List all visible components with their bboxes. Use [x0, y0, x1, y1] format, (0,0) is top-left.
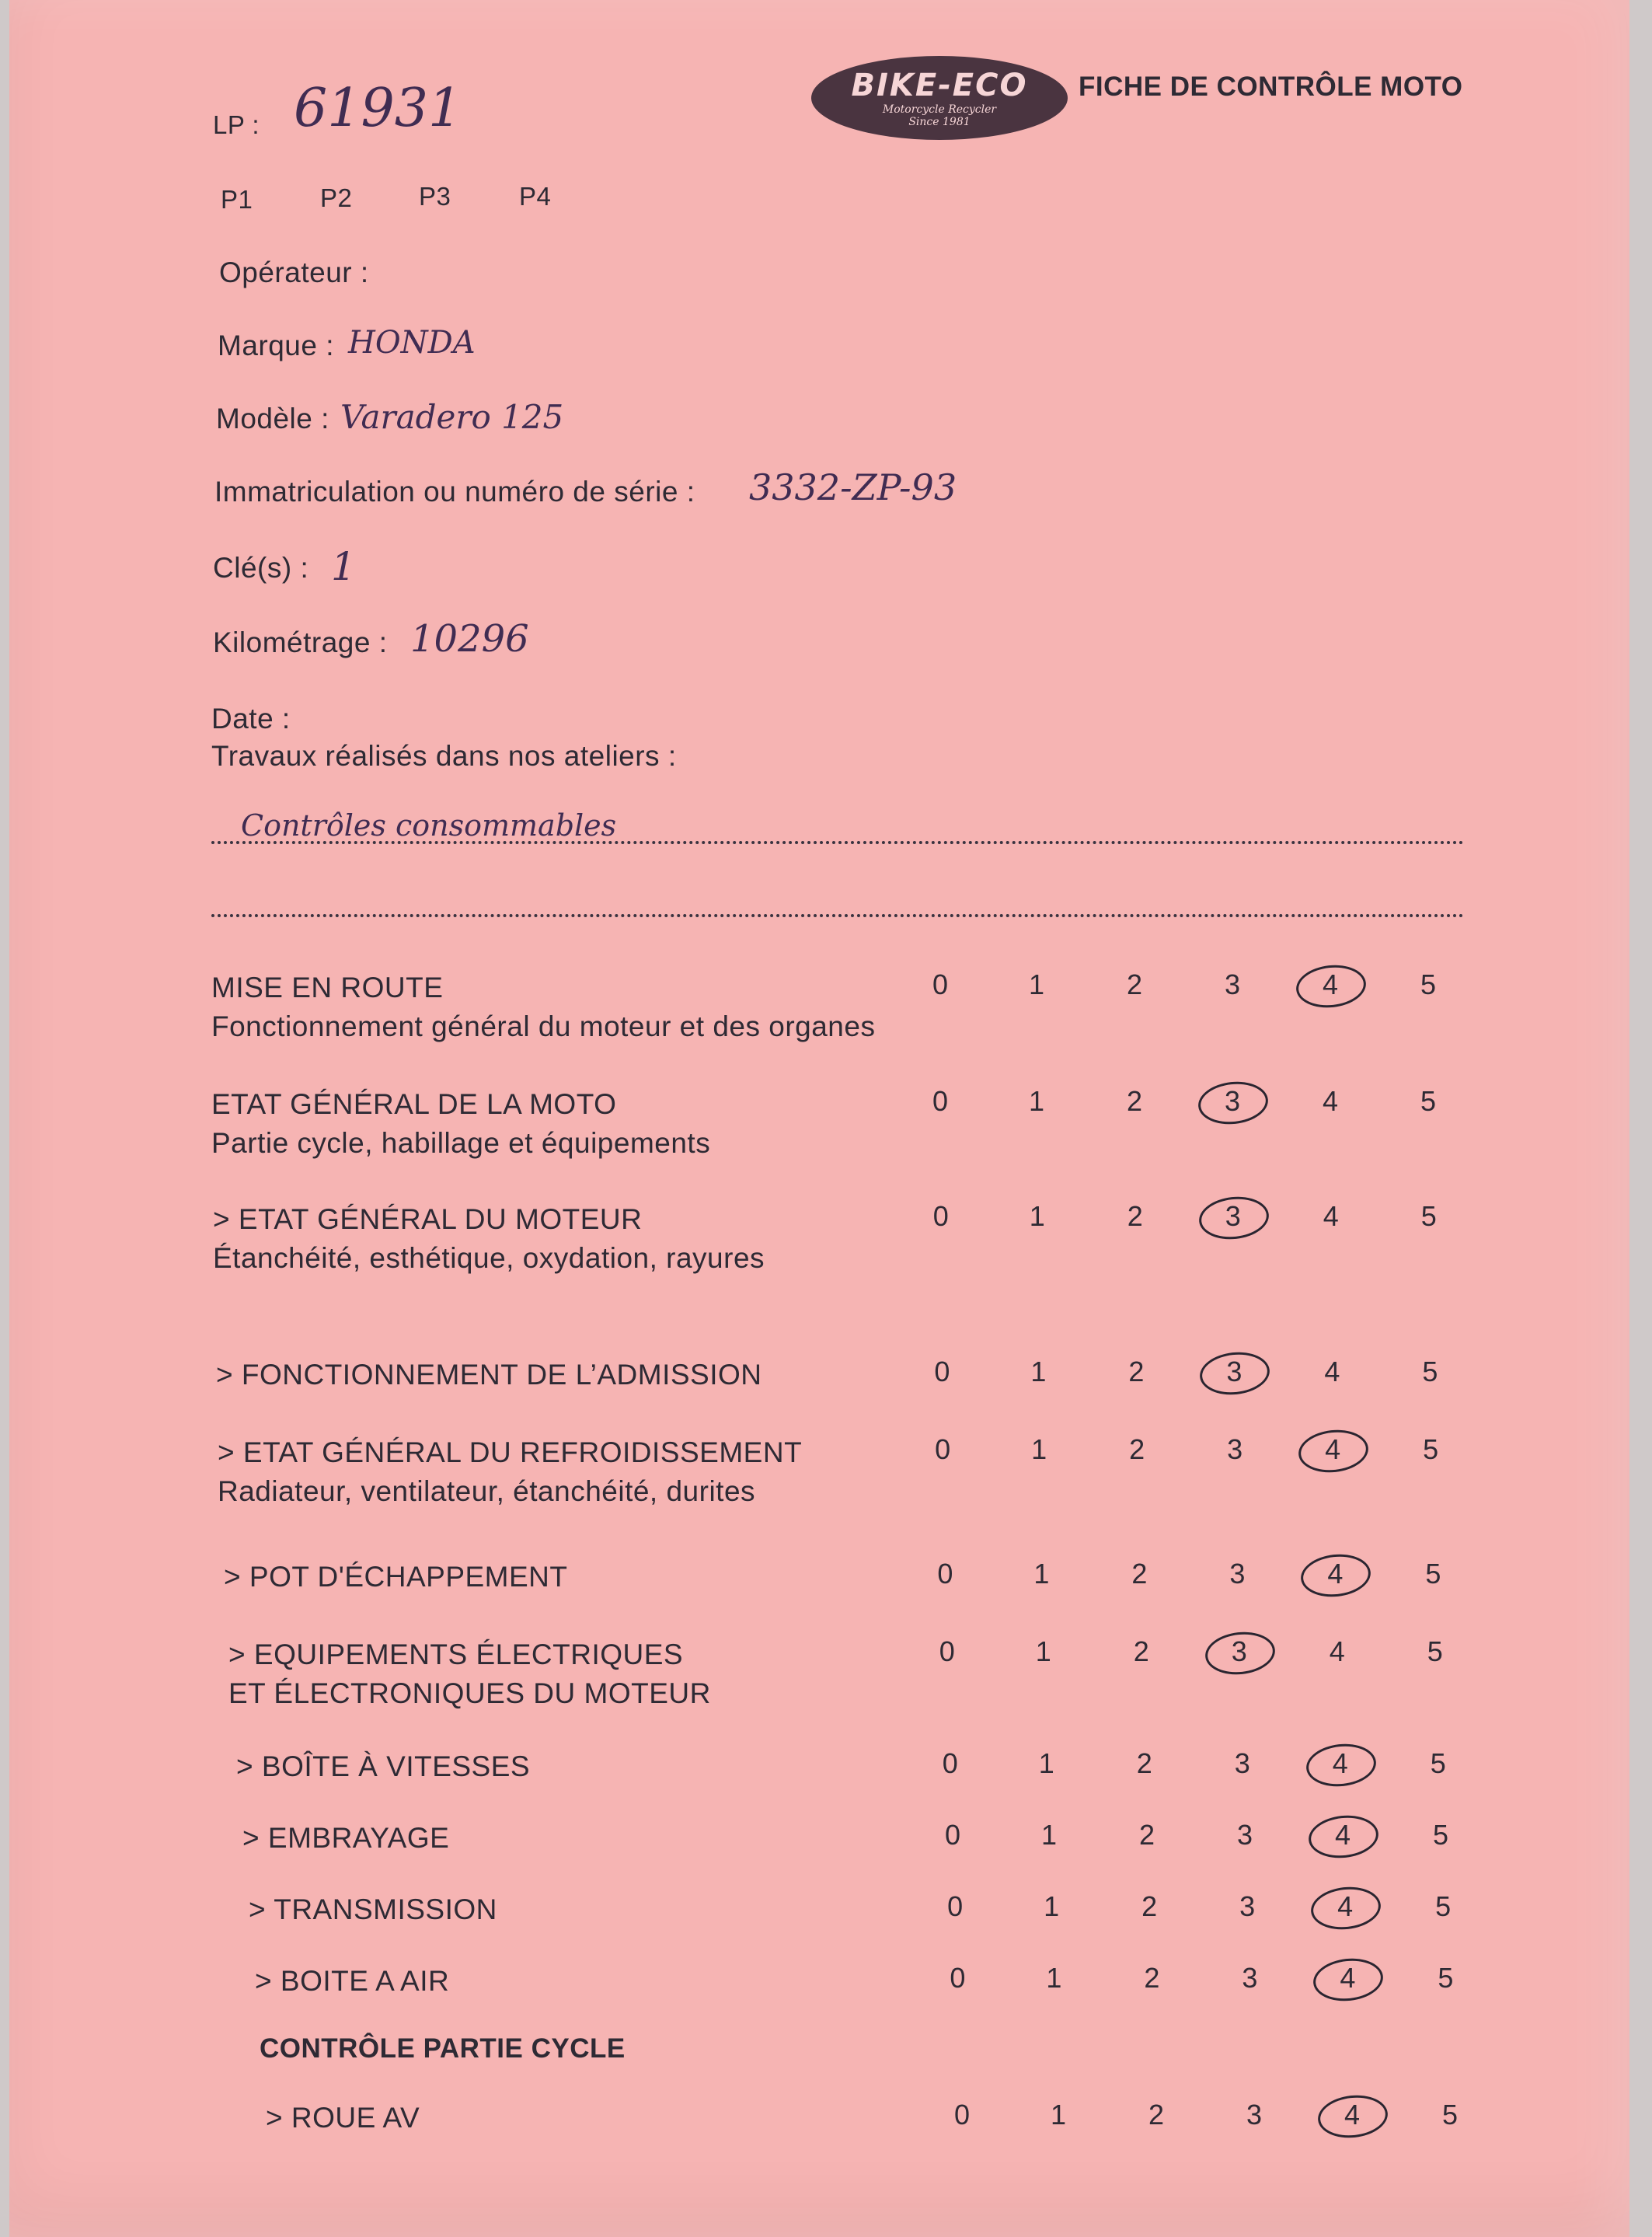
score-4[interactable]: 4 [1337, 1890, 1354, 1922]
work-value: Contrôles consommables [241, 808, 617, 843]
p3-label: P3 [419, 182, 451, 211]
mileage-value: 10296 [410, 617, 529, 661]
score-2[interactable]: 2 [1144, 1962, 1160, 1994]
rating-row-title: > ETAT GÉNÉRAL DU MOTEUR [213, 1203, 643, 1235]
score-1[interactable]: 1 [1028, 1085, 1045, 1117]
score-1[interactable]: 1 [1035, 1635, 1051, 1667]
score-0[interactable]: 0 [939, 1635, 955, 1667]
rating-row-title: > BOITE A AIR [255, 1965, 450, 1997]
score-5[interactable]: 5 [1430, 1747, 1446, 1779]
score-2[interactable]: 2 [1141, 1890, 1158, 1922]
work-line-1 [211, 841, 1464, 844]
score-4[interactable]: 4 [1344, 2099, 1361, 2131]
score-3[interactable]: 3 [1224, 1085, 1241, 1117]
rating-row-title: > EMBRAYAGE [242, 1822, 450, 1854]
score-5[interactable]: 5 [1441, 2099, 1459, 2131]
rating-row-title: > BOÎTE À VITESSES [236, 1750, 531, 1782]
score-3[interactable]: 3 [1229, 1558, 1246, 1590]
score-5[interactable]: 5 [1432, 1819, 1449, 1851]
score-1[interactable]: 1 [1038, 1747, 1054, 1779]
score-1[interactable]: 1 [1031, 1433, 1047, 1465]
selected-score-circle [1203, 1628, 1277, 1677]
score-3[interactable]: 3 [1231, 1635, 1247, 1667]
p4-label: P4 [519, 182, 552, 211]
p2-label: P2 [320, 183, 353, 212]
score-5[interactable]: 5 [1423, 1433, 1439, 1465]
score-2[interactable]: 2 [1126, 1085, 1143, 1117]
rating-row-title: MISE EN ROUTE [211, 972, 444, 1003]
score-2[interactable]: 2 [1148, 2099, 1165, 2131]
score-3[interactable]: 3 [1242, 1962, 1258, 1994]
rating-row-title: > FONCTIONNEMENT DE L’ADMISSION [216, 1359, 762, 1391]
section-cycle-title: CONTRÔLE PARTIE CYCLE [260, 2033, 626, 2064]
rating-row-title: > ETAT GÉNÉRAL DU REFROIDISSEMENT [218, 1436, 803, 1468]
lp-value: 61931 [294, 78, 462, 139]
score-2[interactable]: 2 [1131, 1558, 1148, 1590]
logo-since: Since 1981 [908, 116, 971, 128]
p1-label: P1 [221, 185, 253, 214]
score-5[interactable]: 5 [1420, 1085, 1437, 1117]
score-4[interactable]: 4 [1332, 1747, 1348, 1779]
keys-value: 1 [331, 544, 356, 589]
rating-row-subtitle: Étanchéité, esthétique, oxydation, rayures [213, 1242, 765, 1274]
selected-score-circle [1198, 1349, 1272, 1398]
score-2[interactable]: 2 [1128, 1356, 1145, 1387]
score-4[interactable]: 4 [1324, 1356, 1340, 1387]
score-0[interactable]: 0 [935, 1433, 951, 1465]
rating-row-title: ETAT GÉNÉRAL DE LA MOTO [211, 1088, 617, 1120]
score-0[interactable]: 0 [950, 1962, 966, 1994]
score-0[interactable]: 0 [947, 1890, 964, 1922]
operator-label: Opérateur : [219, 257, 369, 288]
selected-score-circle [1312, 1955, 1385, 2004]
logo-brand: BIKE-ECO [851, 68, 1028, 103]
score-1[interactable]: 1 [1044, 1890, 1060, 1922]
score-3[interactable]: 3 [1227, 1433, 1243, 1465]
rating-row-title: > POT D'ÉCHAPPEMENT [224, 1561, 568, 1593]
score-5[interactable]: 5 [1425, 1558, 1441, 1590]
score-0[interactable]: 0 [934, 1356, 950, 1387]
score-3[interactable]: 3 [1225, 1200, 1241, 1232]
selected-score-circle [1306, 1812, 1380, 1861]
score-0[interactable]: 0 [932, 1085, 949, 1117]
selected-score-circle [1304, 1740, 1378, 1789]
score-1[interactable]: 1 [1040, 1819, 1058, 1851]
score-1[interactable]: 1 [1033, 1558, 1050, 1590]
score-2[interactable]: 2 [1129, 1433, 1145, 1465]
score-0[interactable]: 0 [932, 968, 949, 1000]
sheet-title: FICHE DE CONTRÔLE MOTO [1079, 72, 1463, 102]
score-2[interactable]: 2 [1127, 1200, 1143, 1232]
score-1[interactable]: 1 [1050, 2099, 1067, 2131]
score-3[interactable]: 3 [1224, 968, 1241, 1000]
score-1[interactable]: 1 [1028, 968, 1045, 1000]
rating-row-title: > TRANSMISSION [249, 1893, 497, 1925]
brand-label: Marque : [218, 330, 335, 361]
bike-eco-logo [811, 56, 1068, 140]
score-5[interactable]: 5 [1427, 1635, 1443, 1667]
rating-row-subtitle: Fonctionnement général du moteur et des organes [211, 1010, 876, 1042]
score-0[interactable]: 0 [937, 1558, 953, 1590]
score-3[interactable]: 3 [1236, 1819, 1253, 1851]
registration-value: 3332-ZP-93 [749, 466, 957, 508]
logo-tagline: Motorcycle Recycler [882, 103, 997, 116]
score-0[interactable]: 0 [932, 1200, 949, 1232]
score-0[interactable]: 0 [944, 1819, 961, 1851]
rating-row-subtitle: Radiateur, ventilateur, étanchéité, durites [218, 1475, 756, 1507]
score-0[interactable]: 0 [953, 2099, 971, 2131]
score-2[interactable]: 2 [1138, 1819, 1155, 1851]
selected-score-circle [1197, 1193, 1270, 1242]
registration-label: Immatriculation ou numéro de série : [214, 476, 695, 508]
rating-row-subtitle: Partie cycle, habillage et équipements [211, 1127, 711, 1159]
score-4[interactable]: 4 [1322, 1085, 1339, 1117]
score-0[interactable]: 0 [942, 1747, 958, 1779]
score-4[interactable]: 4 [1327, 1558, 1344, 1590]
score-3[interactable]: 3 [1234, 1747, 1250, 1779]
selected-score-circle [1297, 1426, 1371, 1475]
keys-label: Clé(s) : [213, 552, 309, 584]
control-sheet [9, 0, 1629, 2237]
rating-row-title: > EQUIPEMENTS ÉLECTRIQUES [228, 1638, 684, 1670]
score-4[interactable]: 4 [1325, 1433, 1341, 1465]
selected-score-circle [1316, 2092, 1389, 2141]
work-line-2 [211, 914, 1464, 917]
model-value: Varadero 125 [340, 398, 564, 436]
score-5[interactable]: 5 [1420, 1200, 1437, 1232]
score-2[interactable]: 2 [1133, 1635, 1149, 1667]
score-4[interactable]: 4 [1322, 968, 1339, 1000]
score-5[interactable]: 5 [1422, 1356, 1438, 1387]
mileage-label: Kilométrage : [213, 626, 388, 658]
score-5[interactable]: 5 [1438, 1962, 1454, 1994]
score-4[interactable]: 4 [1340, 1962, 1356, 1994]
brand-value: HONDA [348, 325, 476, 361]
score-2[interactable]: 2 [1126, 968, 1143, 1000]
selected-score-circle [1294, 961, 1368, 1010]
score-3[interactable]: 3 [1226, 1356, 1242, 1387]
lp-label: LP : [213, 110, 260, 139]
score-4[interactable]: 4 [1334, 1819, 1351, 1851]
score-4[interactable]: 4 [1323, 1200, 1339, 1232]
score-3[interactable]: 3 [1246, 2099, 1263, 2131]
score-1[interactable]: 1 [1046, 1962, 1062, 1994]
cycle-row-title: > ROUE AV [266, 2102, 420, 2134]
score-1[interactable]: 1 [1029, 1200, 1045, 1232]
date-label: Date : [211, 703, 291, 735]
rating-row-subtitle: ET ÉLECTRONIQUES DU MOTEUR [228, 1677, 711, 1709]
score-5[interactable]: 5 [1435, 1890, 1452, 1922]
selected-score-circle [1196, 1078, 1270, 1127]
selected-score-circle [1309, 1883, 1383, 1932]
score-5[interactable]: 5 [1420, 968, 1437, 1000]
selected-score-circle [1299, 1551, 1373, 1600]
work-label: Travaux réalisés dans nos ateliers : [211, 740, 677, 772]
score-4[interactable]: 4 [1329, 1635, 1345, 1667]
model-label: Modèle : [216, 403, 329, 434]
score-3[interactable]: 3 [1239, 1890, 1256, 1922]
score-1[interactable]: 1 [1030, 1356, 1047, 1387]
score-2[interactable]: 2 [1136, 1747, 1152, 1779]
